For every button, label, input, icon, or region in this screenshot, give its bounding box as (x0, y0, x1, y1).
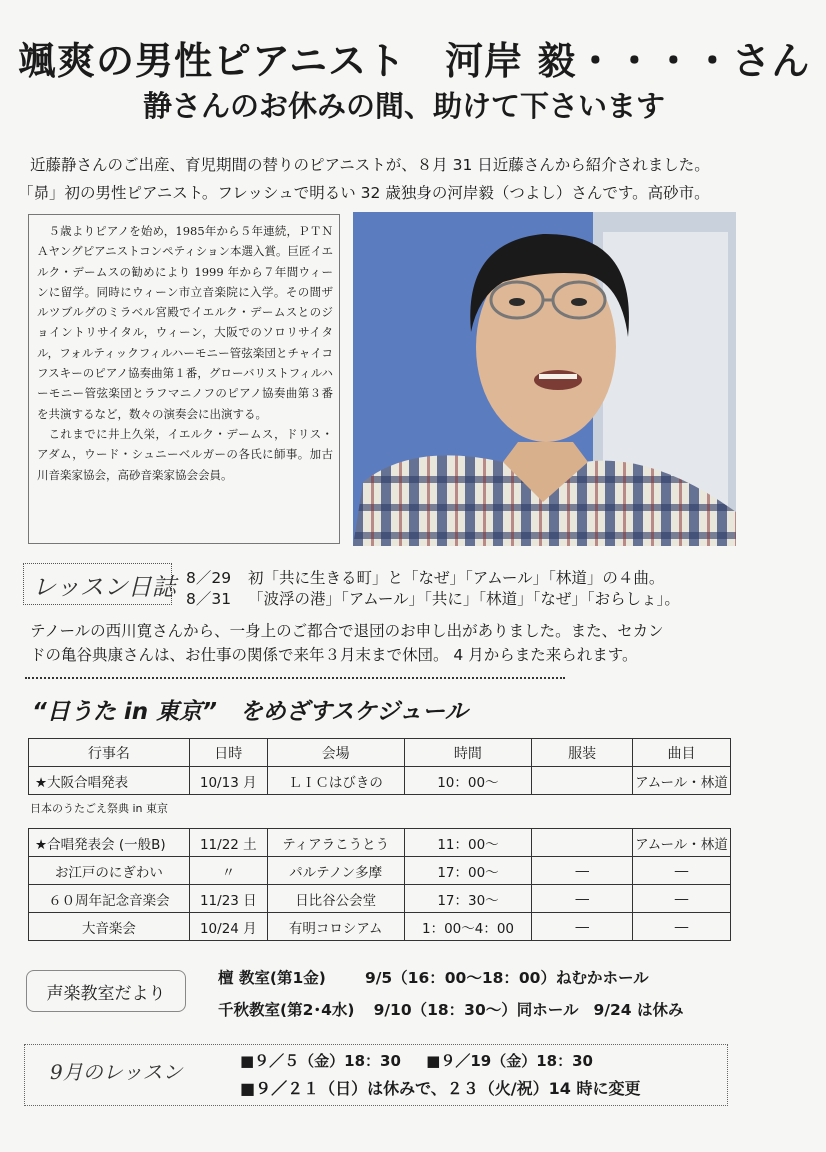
event-dress (532, 829, 633, 857)
event-time: 1：00～4：00 (404, 913, 532, 941)
header-cell: 行事名 (29, 739, 190, 767)
event-date: 〃 (189, 857, 267, 885)
table-header-row (29, 739, 731, 767)
schedule-table-1 (28, 738, 731, 795)
notice-line-2: ドの亀谷典康さんは、お仕事の関係で来年３月末まで休団。 4 月からまた来られます。 (30, 646, 638, 664)
section-divider (25, 677, 565, 679)
september-lesson-label: 9月のレッスン (50, 1060, 183, 1084)
header-cell: 時間 (404, 739, 532, 767)
class-name: 千秋教室(第2･4水) (218, 1001, 355, 1019)
lesson-date: 8／31 (186, 590, 232, 608)
table-row (29, 885, 731, 913)
event-venue: 日比谷公会堂 (267, 885, 404, 913)
table-row (29, 829, 731, 857)
lesson-text: 初「共に生きる町」と「なぜ」「アムール」「林道」の４曲。 (248, 569, 665, 587)
voice-class-label: 声楽教室だより (46, 984, 166, 1004)
event-venue: ティアラこうとう (267, 829, 404, 857)
event-name: ★合唱発表会 (一般B) (29, 829, 190, 857)
september-line-1 (240, 1050, 593, 1071)
class-note: 9/24 は休み (593, 1001, 684, 1019)
notice-line-1: テノールの西川寛さんから、一身上のご都合で退団のお申し出がありました。また、セカン (30, 622, 664, 640)
schedule-table-2 (28, 828, 731, 941)
table-row (29, 857, 731, 885)
september-line-2: ■９／２１（日）は休みで、２３（火/祝）14 時に変更 (240, 1079, 641, 1098)
pianist-bio (28, 214, 340, 544)
event-dress: ― (532, 913, 633, 941)
header-cell: 日時 (189, 739, 267, 767)
event-name: 大音楽会 (29, 913, 190, 941)
header-cell: 会場 (267, 739, 404, 767)
event-name: お江戸のにぎわい (29, 857, 190, 885)
festival-label: 日本のうたごえ祭典 in 東京 (30, 802, 169, 815)
september-date: ■９／19（金）18：30 (426, 1052, 593, 1070)
event-time: 10：00～ (404, 767, 532, 795)
event-date: 11/23 日 (189, 885, 267, 913)
table-row (29, 767, 731, 795)
event-date: 10/13 月 (189, 767, 267, 795)
event-venue: ＬＩＣはびきの (267, 767, 404, 795)
event-dress: ― (532, 885, 633, 913)
event-dress: ― (532, 857, 633, 885)
event-songs: アムール・林道 (632, 829, 730, 857)
event-songs: ― (632, 885, 730, 913)
voice-class-line-2 (218, 998, 683, 1020)
event-name: ６０周年記念音楽会 (29, 885, 190, 913)
header-cell: 服装 (532, 739, 633, 767)
event-songs: ― (632, 913, 730, 941)
lesson-entry (186, 566, 664, 588)
class-detail: 9/10（18：30～）同ホール (373, 1001, 579, 1019)
event-name: ★大阪合唱発表 (29, 767, 190, 795)
bio-paragraph-2: これまでに井上久栄，イエルク・デームス，ドリス・アダム，ウード・シュニーベルガーの各氏に師事。加古川音楽家協会，高砂音楽家協会会員。 (37, 426, 333, 482)
page-title: 颯爽の男性ピアニスト 河岸 毅・・・・さん (18, 39, 811, 83)
event-date: 11/22 土 (189, 829, 267, 857)
event-venue: パルテノン多摩 (267, 857, 404, 885)
event-dress (532, 767, 633, 795)
event-time: 17：30～ (404, 885, 532, 913)
event-songs: ― (632, 857, 730, 885)
pianist-photo (353, 212, 736, 546)
intro-line-2: 「昴」初の男性ピアニスト。フレッシュで明るい 32 歳独身の河岸毅（つよし）さんです。高砂市。 (18, 184, 710, 202)
lesson-text: 「波浮の港」「アムール」「共に」「林道」「なぜ」「おらしょ」。 (248, 590, 680, 608)
event-time: 11：00～ (404, 829, 532, 857)
event-time: 17：00～ (404, 857, 532, 885)
class-detail: 9/5（16：00～18：00）ねむかホール (364, 969, 649, 987)
table-row (29, 913, 731, 941)
intro-line-1: 近藤静さんのご出産、育児期間の替りのピアニストが、８月 31 日近藤さんから紹介されました。 (30, 156, 710, 174)
lesson-date: 8／29 (186, 569, 232, 587)
page-subtitle: 静さんのお休みの間、助けて下さいます (143, 89, 666, 123)
bio-paragraph-1: ５歳よりピアノを始め，1985年から５年連続，ＰＴＮＡヤングピアニストコンペティション本選入賞。巨匠イエルク・デームスの勧めにより 1999 年から７年間ウィーンに留学。同時にウィーン市立音楽院に入学。その間ザルツブルグのミラベル宮殿でイエルク・デームスとのジョイントリサイタル，ウィーン，大阪でのソロリサイタル，フォルティックフィルハーモニー管弦楽団とチャイコフスキーのピアノ協奏曲第１番，グローバリストフィルハーモニー管弦楽団とラフマニノフのピアノ協奏曲第３番を共演するなど，数々の演奏会に出演する。 (37, 224, 334, 421)
event-songs: アムール・林道 (632, 767, 730, 795)
schedule-title: “日うた in 東京” をめざすスケジュール (32, 699, 468, 725)
lesson-entry (186, 587, 680, 609)
class-name: 檀 教室(第1金) (218, 969, 326, 987)
lesson-diary-label: レッスン日誌 (32, 573, 176, 601)
event-venue: 有明コロシアム (267, 913, 404, 941)
september-date: ■９／５（金）18：30 (240, 1052, 401, 1070)
voice-class-line-1 (218, 966, 649, 988)
pianist-portrait-illustration (353, 212, 736, 546)
header-cell: 曲目 (632, 739, 730, 767)
event-date: 10/24 月 (189, 913, 267, 941)
